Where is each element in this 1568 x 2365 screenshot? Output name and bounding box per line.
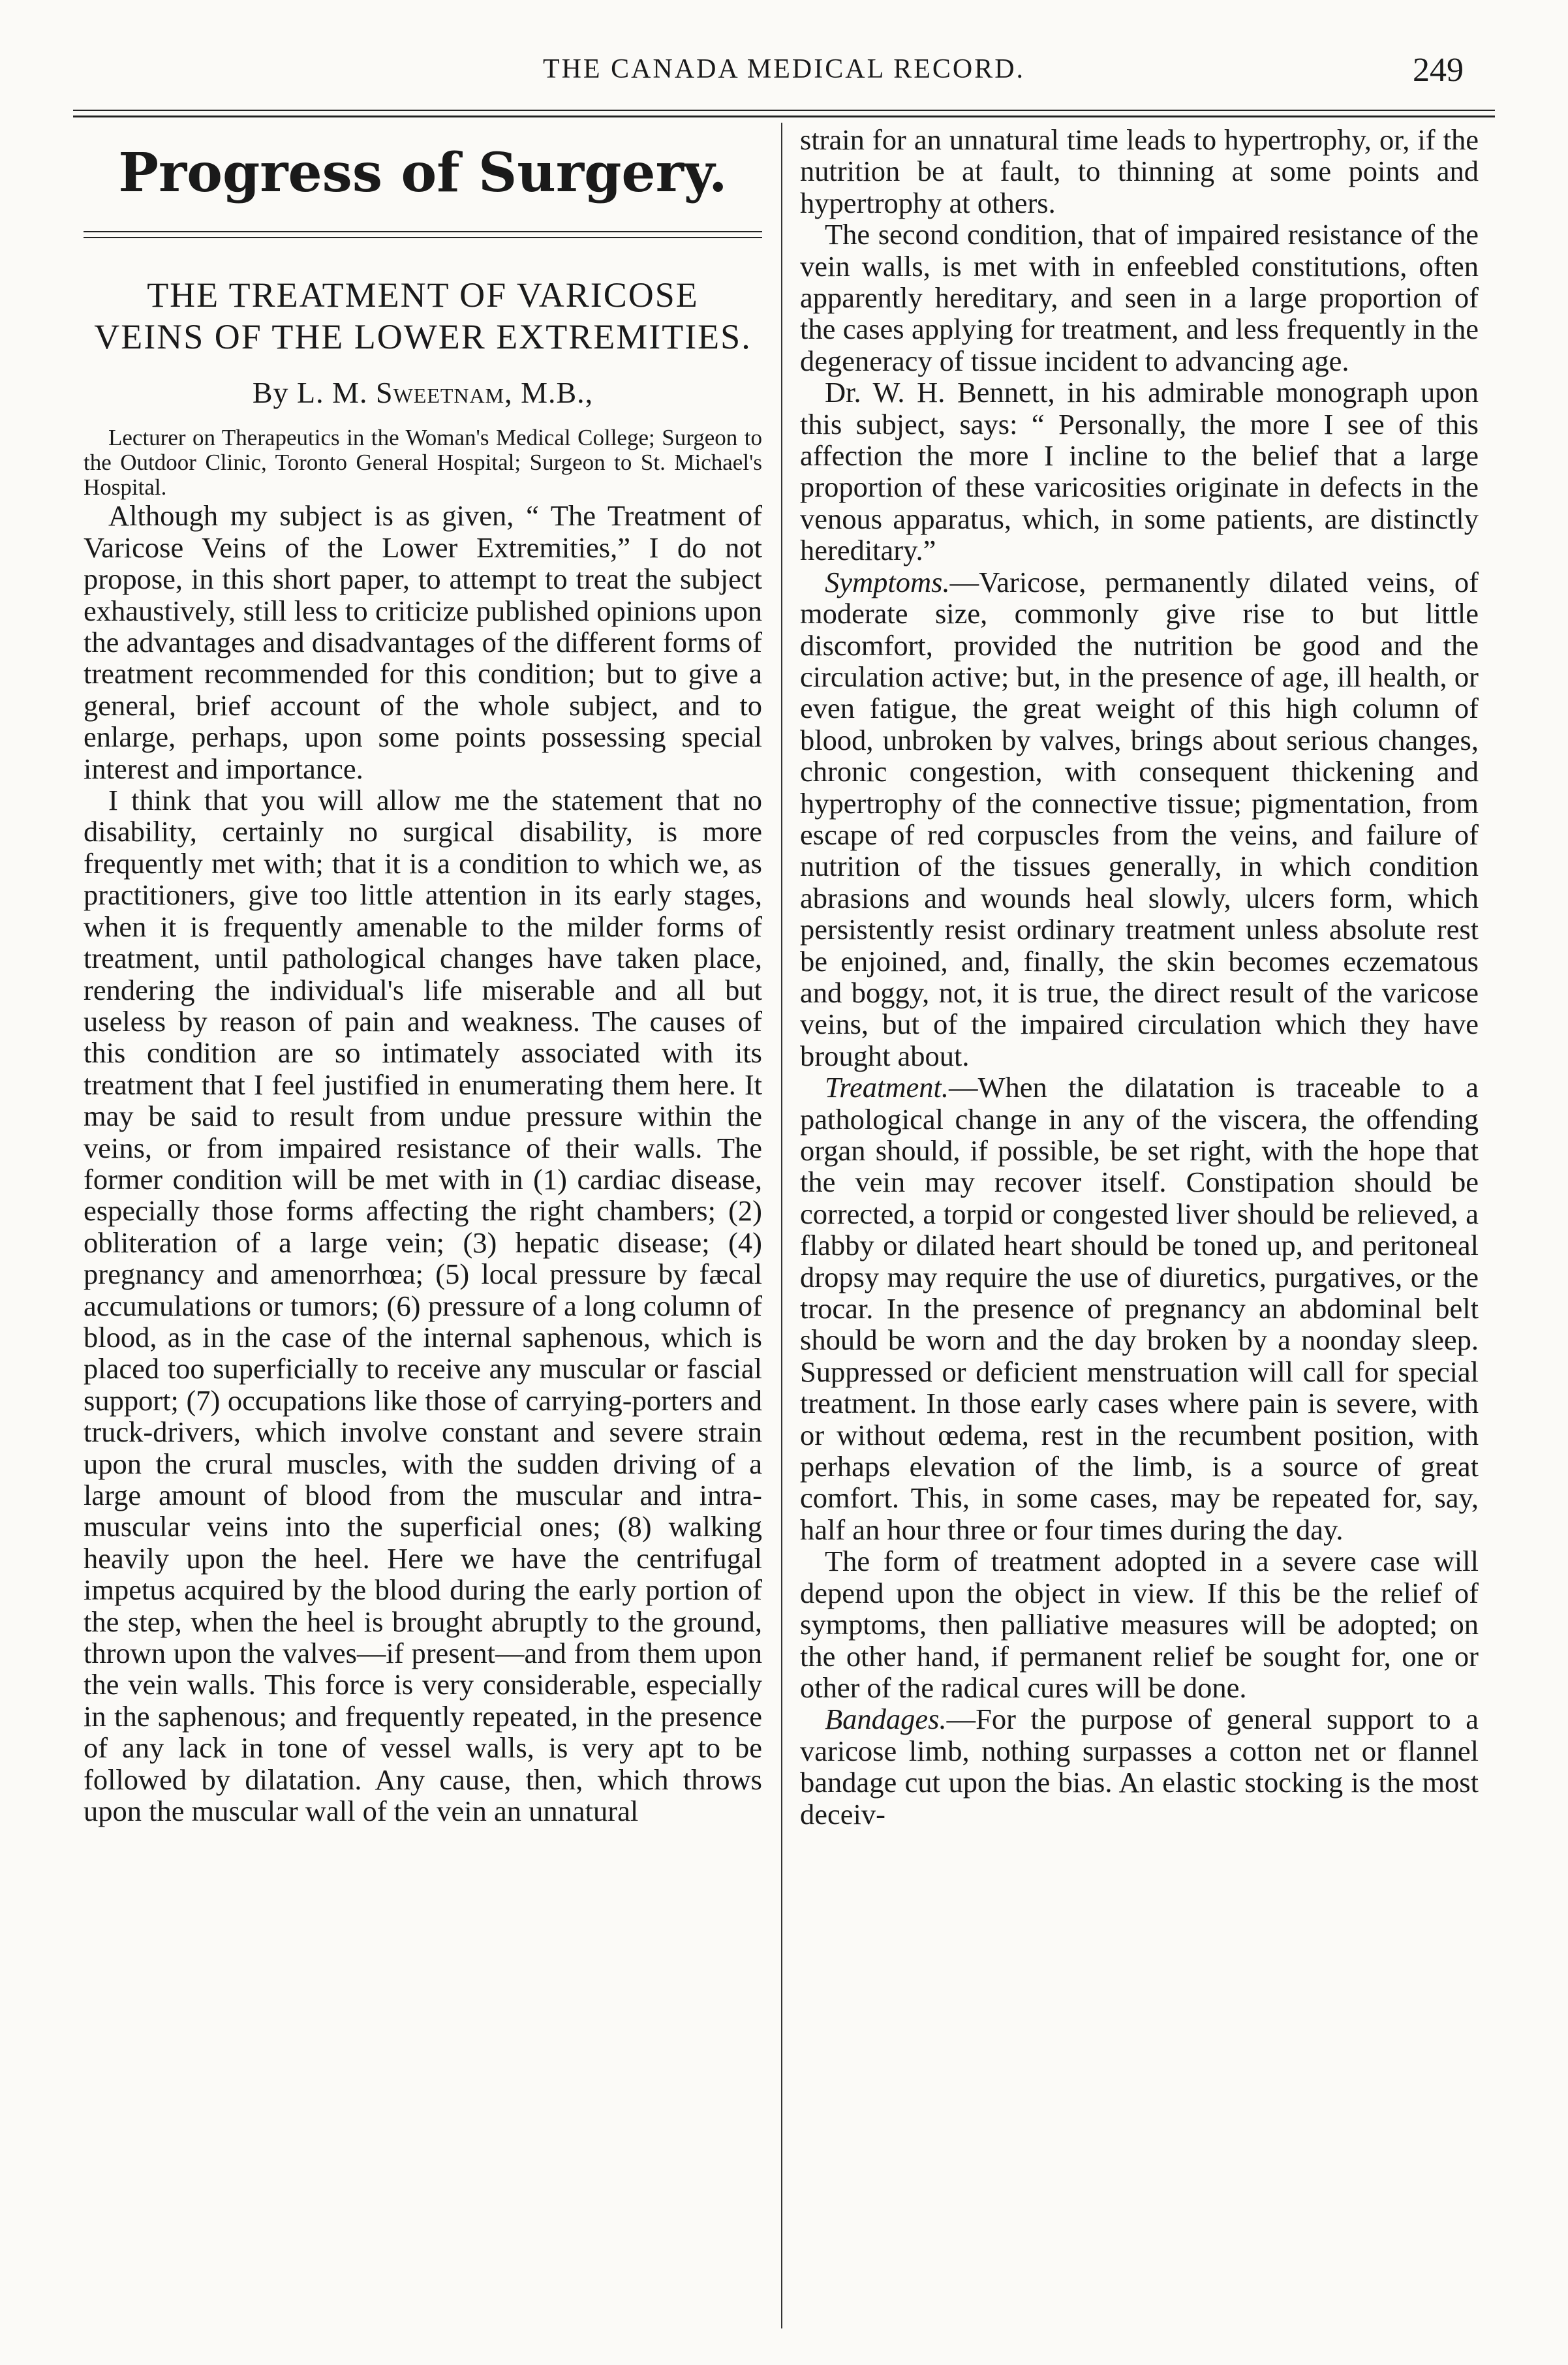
column-divider [781,123,782,2328]
symptoms-paragraph [800,566,1479,1072]
treatment-heading: Treatment. [825,1071,949,1104]
section-title: Progress of Surgery. [118,142,728,204]
article-title: THE TREATMENT OF VARICOSE VEINS OF THE LOWER EXTREMITIES. [94,275,752,356]
paragraph-continuation: strain for an unnatural time leads to hypertrophy, or, if the nutrition be at fault, to thinning at some points and hypertrophy at others. [800,123,1479,219]
author-affiliation: Lecturer on Therapeutics in the Woman's Medical College; Surgeon to the Outdoor Clinic, Toronto General Hospital; Surgeon to St. Michael's Hospital. [84,425,762,501]
page-number: 249 [1413,52,1464,89]
paragraph: Dr. W. H. Bennett, in his admirable monograph upon this subject, says: “ Personally, the more I see of this affection the more I incline to the belief that a large proportion of these varicosities originate in defects in the venous apparatus, which, in some patients, are distinctly hereditary.” [800,376,1479,567]
byline-prefix: By [252,376,289,409]
journal-title: THE CANADA MEDICAL RECORD. [542,54,1026,84]
paragraph: Although my subject is as given, “ The Treatment of Varicose Veins of the Lower Extremities,” I do not propose, in this short paper, to attempt to treat the subject exhaustively, still less to criticize published opinions upon the advantages and disadvantages of the different forms of treatment recommended for this condition; but to give a general, brief account of the whole subject, and to enlarge, perhaps, upon some points possessing special interest and importance. [84,499,762,785]
bandages-heading: Bandages. [825,1703,947,1736]
treatment-paragraph [800,1072,1479,1545]
section-rule [84,231,762,240]
right-column [800,124,1479,1830]
paragraph: The second condition, that of impaired resistance of the vein walls, is met with in enfeebled constitutions, often apparently hereditary, and seen in a large proportion of the cases applying for treatment, and less frequently in the degeneracy of tissue incident to advancing age. [800,218,1479,377]
running-head [98,51,1470,97]
treatment-text: —When the dilatation is traceable to a pathological change in any of the viscera, the offending organ should, if possible, be set right, with the hope that the vein may recover itself. Constipation should be corrected, a torpid or congested liver should be relieved, a flabby or dilated heart should be toned up, and peritoneal dropsy may require the use of diuretics, purgatives, or the trocar. In the presence of pregnancy an abdominal belt should be worn and the day broken by a noonday sleep. Suppressed or deficient menstruation will call for special treatment. In those early cases where pain is severe, with or without œdema, rest in the recumbent position, with perhaps elevation of the limb, is a source of great comfort. This, in some cases, may be repeated for, say, half an hour three or four times during the day. [800,1071,1479,1546]
bandages-paragraph [800,1703,1479,1830]
bandages-text: —For the purpose of general support to a varicose limb, nothing surpasses a cotton net or flannel bandage cut upon the bias. An elastic stocking is the most deceiv- [800,1703,1479,1831]
byline [84,377,762,409]
paragraph: The form of treatment adopted in a severe case will depend upon the object in view. If this be the relief of symptoms, then palliative measures will be adopted; on the other hand, if permanent relief be sought for, one or other of the radical cures will be done. [800,1545,1479,1704]
symptoms-heading: Symptoms. [825,565,950,598]
left-column [84,124,762,1827]
header-rule [73,110,1495,117]
symptoms-text: —Varicose, permanently dilated veins, of moderate size, commonly give rise to but little discomfort, provided the nutrition be good and the circulation active; but, in the presence of age, ill health, or even fatigue, the great weight of this high column of blood, unbroken by valves, brings about serious changes, chronic congestion, with consequent thickening and hypertrophy of the connective tissue; pigmentation, from escape of red corpuscles from the veins, and failure of nutrition of the tissues generally, in which condition abrasions and wounds heal slowly, ulcers form, which persistently resist ordinary treatment unless absolute rest be enjoined, and, finally, the skin becomes eczematous and boggy, not, it is true, the direct result of the varicose veins, but of the impaired circulation which they have brought about. [800,565,1479,1072]
paragraph: I think that you will allow me the statement that no disability, certainly no surgical disability, is more frequently met with; that it is a condition to which we, as practitioners, give too little attention in its early stages, when it is frequently amenable to the milder forms of treatment, until pathological changes have taken place, rendering the individual's life miserable and all but useless by reason of pain and weakness. The causes of this condition are so intimately associated with its treatment that I feel justified in enumerating them here. It may be said to result from undue pressure within the veins, or from impaired resistance of their walls. The former condition will be met with in (1) cardiac disease, especially those forms affecting the right chambers; (2) obliteration of a large vein; (3) hepatic disease; (4) pregnancy and amenorrhœa; (5) local pressure by fæcal accumulations or tumors; (6) pressure of a long column of blood, as in the case of the internal saphenous, which is placed too superficially to receive any muscular or fascial support; (7) occupations like those of carrying-porters and truck-drivers, which involve constant and severe strain upon the crural muscles, with the sudden driving of a large amount of blood from the muscular and intra-muscular veins into the superficial ones; (8) walking heavily upon the heel. Here we have the centrifugal impetus acquired by the blood during the early portion of the step, when the heel is brought abruptly to the ground, thrown upon the valves—if present—and from them upon the vein walls. This force is very considerable, especially in the saphenous; and frequently repeated, in the presence of any lack in tone of vessel walls, is very apt to be followed by dilatation. Any cause, then, which throws upon the muscular wall of the vein an unnatural [84,784,762,1828]
author-name: L. M. Sweetnam, M.B., [297,376,594,409]
